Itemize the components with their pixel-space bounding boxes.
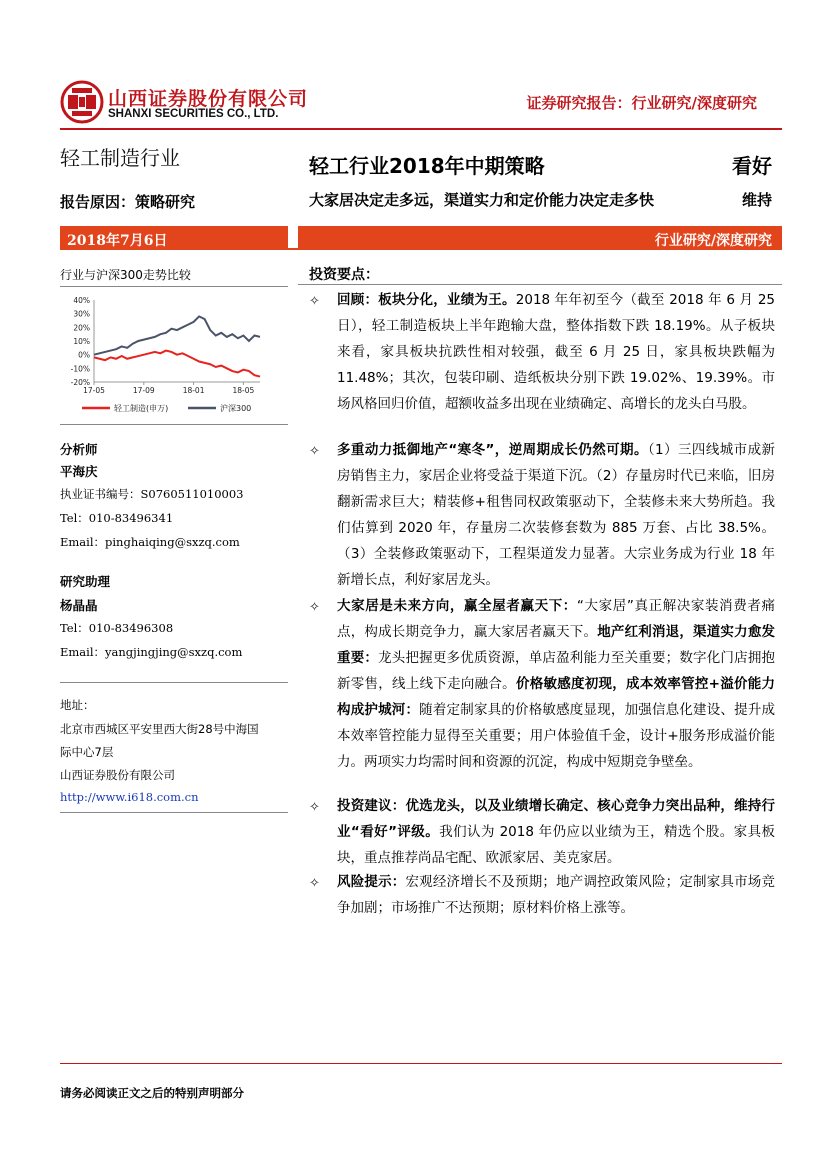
bar-connector <box>288 248 298 250</box>
category-label: 行业研究/深度研究 <box>654 233 772 249</box>
report-reason: 报告原因：策略研究 <box>60 193 196 211</box>
address-line-1: 北京市西城区平安里西大街28号中海国 <box>60 722 259 736</box>
bullet-icon: ✧ <box>309 800 320 815</box>
assistant-email: Email：yangjingjing@sxzq.com <box>60 645 243 659</box>
point-lead-2: 地产红利消退，渠道实力愈发重要： <box>337 624 776 666</box>
point-lead: 大家居是未来方向，赢全屋者赢天下： <box>337 598 577 614</box>
point-review <box>337 287 775 417</box>
legend-label: 轻工制造(申万) <box>114 404 169 413</box>
bullet-icon: ✧ <box>309 294 320 309</box>
bullet-icon: ✧ <box>309 600 320 615</box>
disclaimer-notice: 请务必阅读正文之后的特别声明部分 <box>60 1086 244 1100</box>
company-logo-icon <box>60 80 104 124</box>
main-title: 轻工行业2018年中期策略 <box>309 154 545 178</box>
address-company: 山西证券股份有限公司 <box>60 768 175 782</box>
rating: 看好 <box>732 154 772 178</box>
footer-divider <box>60 1063 782 1064</box>
website-link[interactable]: http://www.i618.com.cn <box>60 790 199 804</box>
point-investment-advice <box>337 793 775 871</box>
rating-change: 维持 <box>741 191 772 209</box>
y-tick-label: -10% <box>70 364 90 374</box>
series-line-industry <box>94 351 260 377</box>
point-home-furnishing <box>337 593 775 775</box>
series-line-csi300 <box>94 316 260 354</box>
bullet-icon: ✧ <box>309 876 320 891</box>
x-tick-label: 17-09 <box>132 386 155 395</box>
sub-title: 大家居决定走多远，渠道实力和定价能力决定走多快 <box>309 191 655 209</box>
point-text: 宏观经济增长不及预期；地产调控政策风险；定制家具市场竞争加剧；市场推广不达预期；原材料价格上涨等。 <box>337 874 776 916</box>
assistant-heading: 研究助理 <box>60 574 111 589</box>
point-text: 2018 年年初至今（截至 2018 年 6 月 25 日），轻工制造板块上半年跑输大盘，整体指数下跌 18.19%。从子板块来看，家具板块抗跌性相对较强，截至 6 月 25 日，家具板块跌幅为 11.48%；其次，包装印刷、造纸板块分别下跌 19.02%、19.39%。市场风格回归价值，超额收益多出现在业绩确定、高增长的龙头白马股。 <box>337 292 776 412</box>
point-text: 我们认为 2018 年仍应以业绩为王，精选个股。家具板块，重点推荐尚品宅配、欧派家居、美克家居。 <box>337 824 775 866</box>
y-tick-label: -20% <box>70 378 90 387</box>
point-text: （1）三四线城市成新房销售主力，家居企业将受益于渠道下沉。（2）存量房时代已来临，旧房翻新需求巨大；精装修+租售同权政策驱动下，全装修未来大势所趋。我们估算到 2020 年，存量房二次装修套数为 885 万套、占比 38.5%。（3）全装修政策驱动下，工程渠道发力显著。大宗业务成为行业 18 年新增长点，利好家居龙头。 <box>337 442 775 588</box>
company-name-cn: 山西证券股份有限公司 <box>108 88 309 110</box>
header-divider <box>60 128 782 130</box>
chart-title: 行业与沪深300走势比较 <box>60 268 191 282</box>
point-text: “大家居”真正解决家装消费者痛点，构成长期竞争力，赢大家居者赢天下。 <box>337 598 775 640</box>
address-divider <box>60 682 288 683</box>
point-lead-3: 价格敏感度初现，成本效率管控+溢价能力构成护城河： <box>337 676 776 718</box>
analyst-name: 平海庆 <box>60 464 98 479</box>
point-lead: 风险提示： <box>337 874 406 890</box>
bullet-icon: ✧ <box>309 444 320 459</box>
point-lead: 多重动力抵御地产“寒冬”，逆周期成长仍然可期。 <box>337 442 648 458</box>
performance-chart <box>60 292 288 422</box>
industry-name: 轻工制造行业 <box>60 146 180 170</box>
assistant-name: 杨晶晶 <box>60 598 98 613</box>
report-type: 证券研究报告：行业研究/深度研究 <box>526 94 757 112</box>
chart-svg <box>60 292 288 422</box>
address-line-2: 际中心7层 <box>60 745 114 759</box>
chart-divider <box>60 286 288 287</box>
chart-divider-bottom <box>60 424 288 425</box>
company-logo <box>60 80 104 124</box>
analyst-heading: 分析师 <box>60 442 98 457</box>
analyst-cert: 执业证书编号：S0760511010003 <box>60 487 244 501</box>
y-tick-label: 30% <box>73 309 90 319</box>
point-lead: 回顾：板块分化，业绩为王。 <box>337 292 516 308</box>
y-tick-label: 10% <box>73 337 90 346</box>
y-tick-label: 20% <box>73 323 90 333</box>
x-tick-label: 17-05 <box>83 386 105 395</box>
assistant-tel: Tel：010-83496308 <box>60 621 174 635</box>
point-text-2: 龙头把握更多优质资源，单店盈利能力至关重要；数字化门店拥抱新零售，线上线下走向融合。 <box>337 650 776 692</box>
address-heading: 地址： <box>60 698 95 712</box>
point-text-3: 随着定制家具的价格敏感度显现，加强信息化建设、提升成本效率管控能力显得至关重要；用户体验值千金，设计+服务形成溢价能力。两项实力均需时间和资源的沉淀，构成中短期竞争壁垒。 <box>337 702 776 770</box>
legend-label: 沪深300 <box>220 404 252 413</box>
left-column-divider <box>60 812 288 813</box>
analyst-tel: Tel：010-83496341 <box>60 511 174 525</box>
x-tick-label: 18-05 <box>232 386 255 395</box>
point-lead: 投资建议：优选龙头，以及业绩增长确定、核心竞争力突出品种，维持行业“看好”评级。 <box>337 798 775 840</box>
point-risk <box>337 869 775 921</box>
y-tick-label: 40% <box>73 296 90 305</box>
point-drivers <box>337 437 775 593</box>
company-name-en: SHANXI SECURITIES CO., LTD. <box>108 108 279 120</box>
analyst-email: Email：pinghaiqing@sxzq.com <box>60 535 240 549</box>
points-heading: 投资要点： <box>309 267 379 283</box>
points-divider <box>298 284 782 285</box>
x-tick-label: 18-01 <box>182 386 205 395</box>
report-date: 2018年7月6日 <box>67 233 168 249</box>
y-tick-label: 0% <box>78 350 90 360</box>
